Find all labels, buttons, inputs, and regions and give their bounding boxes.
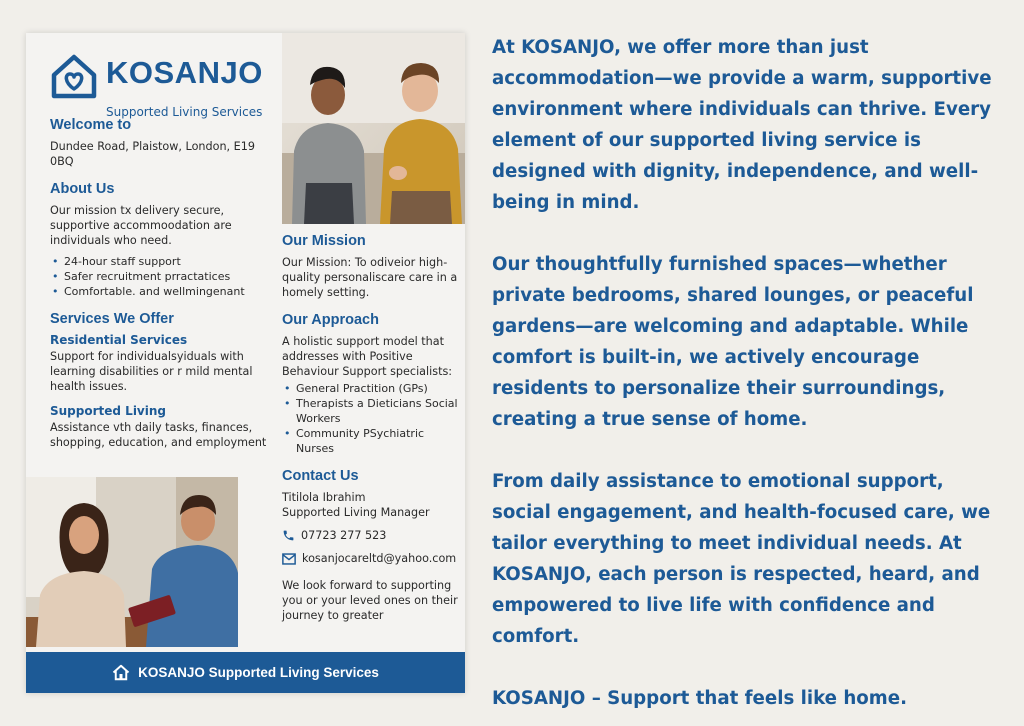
list-item: • Community PSychiatric Nurses	[296, 426, 462, 456]
service-text: Assistance vth daily tasks, finances, shopping, education, and employment	[50, 421, 267, 449]
envelope-icon	[282, 553, 296, 565]
approach-section	[282, 312, 462, 456]
description-paragraph: At KOSANJO, we offer more than just accommodation—we provide a warm, supportive environment where individuals can thrive. Every element of our supported living service is designed with dignity, independence, and well-being in mind.	[492, 37, 992, 213]
right-column	[282, 233, 462, 635]
service-text: Support for individualsyiduals with learning disabilities or r mild mental health issues.	[50, 350, 253, 393]
list-item: • Therapists a Dieticians Social Workers	[296, 396, 462, 426]
about-section	[50, 181, 272, 299]
footer-text: KOSANJO Supported Living Services	[138, 665, 379, 680]
left-column	[50, 117, 272, 462]
service-title: Supported Living	[50, 404, 166, 418]
contact-email	[282, 551, 462, 566]
contact-section	[282, 468, 462, 623]
phone-icon	[282, 529, 295, 542]
contact-name: Titilola Ibrahim	[282, 491, 366, 504]
phone-number[interactable]: 07723 277 523	[301, 529, 387, 542]
about-bullets	[50, 254, 272, 299]
list-item: • General Practition (GPs)	[296, 381, 462, 396]
list-item: • Comfortable. and wellmingenant	[64, 284, 272, 299]
photo-carer-reading	[26, 477, 238, 647]
address-text: Dundee Road, Plaistow, London, E19 0BQ	[50, 140, 255, 168]
about-text: Our mission tx delivery secure, supportive accommoodation are individuals who need.	[50, 204, 232, 247]
contact-role: Supported Living Manager	[282, 506, 430, 519]
contact-heading: Contact Us	[282, 468, 359, 484]
list-item: • Safer recruitment prractatices	[64, 269, 272, 284]
closing-text: We look forward to supporting you or your leved ones on their journey to greater	[282, 579, 458, 622]
brand-name: KOSANJO	[106, 55, 263, 90]
about-heading: About Us	[50, 181, 115, 197]
brand-tagline: Supported Living Services	[106, 105, 263, 119]
service-title: Residential Services	[50, 333, 188, 347]
description-paragraph: Our thoughtfully furnished spaces—whether private bedrooms, shared lounges, or peaceful gardens—are welcoming and adaptable. While comfort is built-in, we actively encourage residents to personalize their surroundings, creating a true sense of home.	[492, 254, 974, 430]
approach-bullets	[282, 381, 462, 456]
brochure-footer	[26, 652, 465, 693]
contact-phone	[282, 528, 462, 543]
mission-text: Our Mission: To odiveior high-quality personaliscare care in a homely setting.	[282, 256, 458, 299]
welcome-section	[50, 117, 272, 169]
brand-logo	[50, 51, 290, 121]
description-paragraph: From daily assistance to emotional support, social engagement, and health-focused care, we tailor everything to meet individual needs. At KOSANJO, each person is respected, heard, and empowered to live life with confidence and comfort.	[492, 471, 991, 647]
description-tagline: KOSANJO – Support that feels like home.	[492, 688, 907, 709]
list-item: • 24-hour staff support	[64, 254, 272, 269]
welcome-heading: Welcome to	[50, 117, 132, 133]
approach-text: A holistic support model that addresses with Positive Behaviour Support specialists:	[282, 335, 453, 378]
services-heading: Services We Offer	[50, 311, 174, 327]
house-heart-icon	[50, 53, 98, 99]
mission-section	[282, 233, 462, 300]
house-icon	[112, 664, 130, 681]
description-panel	[492, 32, 1007, 714]
mission-heading: Our Mission	[282, 233, 366, 249]
email-address[interactable]: kosanjocareltd@yahoo.com	[302, 552, 457, 565]
approach-heading: Our Approach	[282, 312, 379, 328]
brochure	[26, 33, 465, 693]
photo-residents-talking	[282, 33, 465, 224]
services-section	[50, 311, 272, 450]
